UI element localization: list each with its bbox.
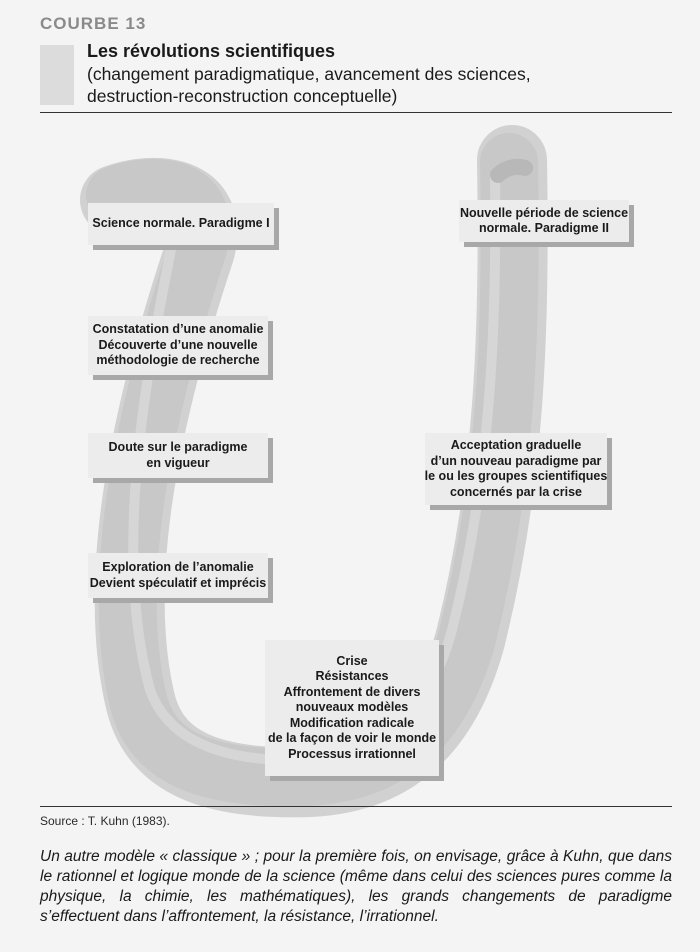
node-text: de la façon de voir le monde (267, 731, 437, 746)
node-text: Science normale. Paradigme I (92, 216, 270, 231)
bottom-rule (40, 806, 672, 807)
node-science-normale (88, 203, 274, 245)
node-text: Acceptation graduelle (450, 438, 582, 452)
node-text: en vigueur (146, 455, 210, 470)
node-text: concernés par la crise (449, 484, 583, 499)
node-text: normale. Paradigme II (479, 221, 609, 235)
node-text: Constatation d’une anomalie (92, 322, 264, 337)
node-text: Affrontement de divers (283, 684, 421, 699)
node-exploration-anomalie (88, 553, 268, 598)
u-curve-tail (498, 167, 525, 175)
node-text: Découverte d’une nouvelle (98, 337, 258, 352)
node-nouvelle-periode (459, 200, 629, 242)
node-text: Devient spéculatif et imprécis (89, 575, 267, 590)
figure-title: Les révolutions scientifiques (87, 41, 336, 61)
node-acceptation-graduelle (425, 433, 607, 505)
node-constatation-anomalie (88, 316, 268, 375)
node-text: Exploration de l’anomalie (102, 560, 254, 574)
node-text: Doute sur le paradigme (108, 440, 248, 454)
figure-subtitle-line-2: destruction-reconstruction conceptuelle) (87, 86, 398, 106)
node-text: le ou les groupes scientifiques (424, 469, 608, 483)
node-crise (265, 640, 439, 776)
source-citation: Source : T. Kuhn (1983). (40, 814, 170, 828)
node-text: Résistances (315, 669, 389, 684)
figure-label: COURBE 13 (40, 14, 147, 33)
node-text: méthodologie de recherche (96, 353, 260, 368)
node-text: nouveaux modèles (295, 700, 409, 715)
node-text: Processus irrationnel (288, 746, 416, 761)
node-text: Modification radicale (289, 715, 415, 730)
figure-subtitle-line-1: (changement paradigmatique, avancement des sciences, (87, 64, 531, 84)
node-text: Crise (336, 653, 368, 668)
caption-paragraph: Un autre modèle « classique » ; pour la première fois, on envisage, grâce à Kuhn, que dans le rationnel et logique monde de la science (même dans celui des sciences pures comme la physique, la chimie, les mathématiques), les grands changements de paradigme s’effectuent dans l’affrontement, la résistance, l’irrationnel. (40, 848, 672, 925)
node-text: Nouvelle période de science (459, 205, 629, 220)
node-doute-paradigme (88, 433, 268, 478)
node-text: d’un nouveau paradigme par (430, 453, 602, 468)
